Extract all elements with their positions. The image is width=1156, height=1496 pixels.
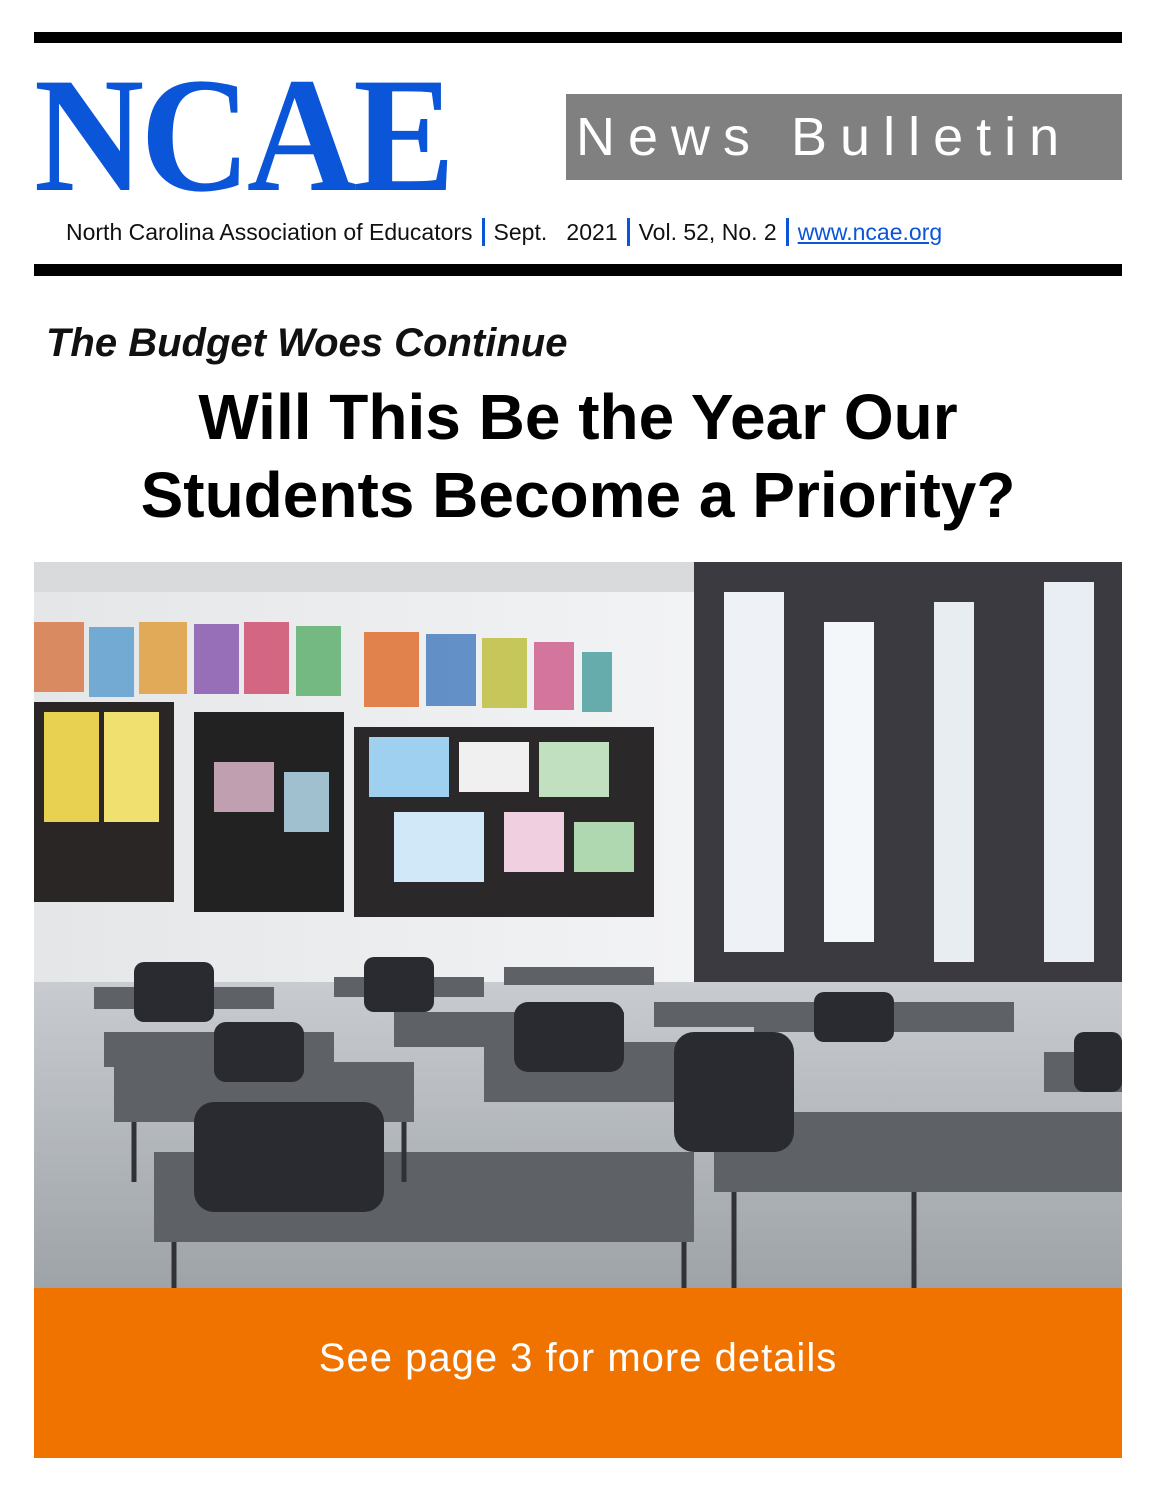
top-rule [34, 32, 1122, 43]
divider [627, 218, 630, 246]
headline-line-2: Students Become a Priority? [140, 459, 1016, 531]
organization-name: North Carolina Association of Educators [66, 219, 473, 245]
ncae-logo: NCAE [34, 45, 452, 226]
see-page-text: See page 3 for more details [318, 1336, 838, 1380]
article-kicker: The Budget Woes Continue [46, 321, 568, 365]
see-page-banner [34, 1288, 1122, 1458]
issue-volume: Vol. 52, No. 2 [638, 219, 777, 245]
article-headline [34, 378, 1122, 534]
divider [482, 218, 485, 246]
issue-date: Sept. 2021 [493, 219, 618, 245]
headline-line-1: Will This Be the Year Our [198, 381, 958, 453]
divider [786, 218, 789, 246]
website-link[interactable]: www.ncae.org [797, 219, 943, 245]
news-bulletin-title: News Bulletin [566, 94, 1122, 180]
masthead-info [66, 218, 942, 246]
classroom-photo [34, 562, 1122, 1288]
bottom-rule [34, 264, 1122, 276]
